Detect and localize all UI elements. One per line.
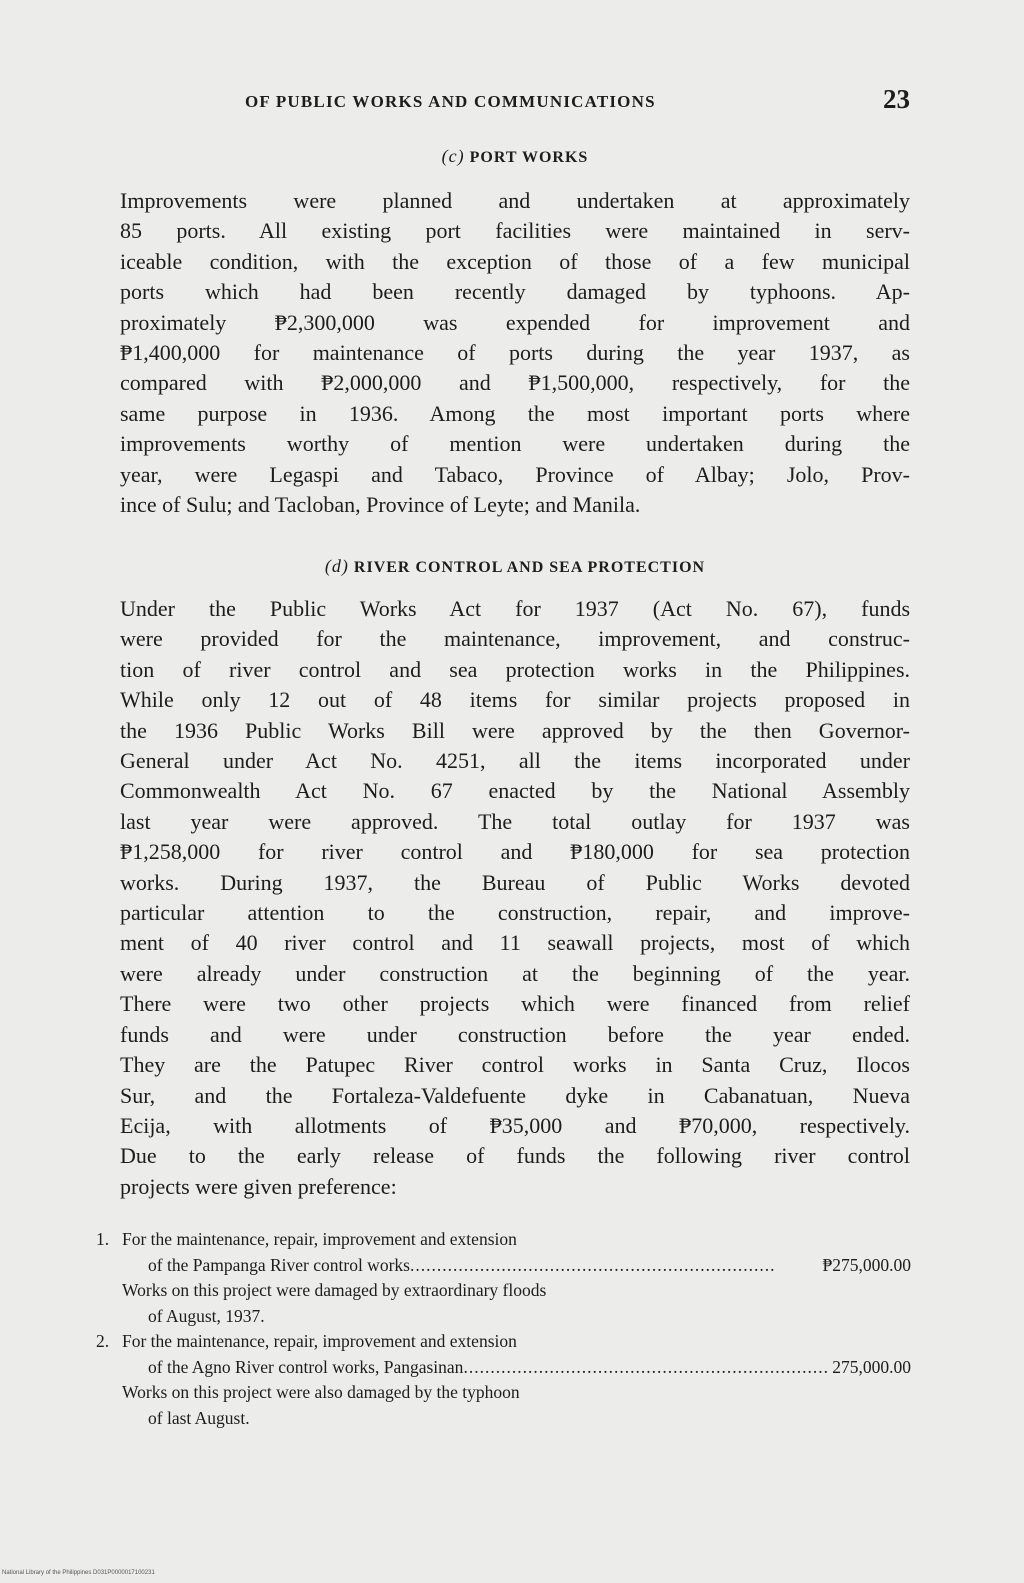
text-line: were provided for the maintenance, improvement, and construc-	[120, 626, 910, 652]
list-item	[96, 1227, 911, 1329]
text-line: Under the Public Works Act for 1937 (Act No. 67), funds	[120, 596, 910, 621]
text-line: same purpose in 1936. Among the most important ports where	[120, 400, 910, 426]
text-line: year, were Legaspi and Tabaco, Province of Albay; Jolo, Prov-	[120, 461, 910, 487]
project-list	[96, 1227, 911, 1431]
text-line: last year were approved. The total outlay for 1937 was	[120, 808, 910, 834]
text-line: projects were given preference:	[120, 1173, 397, 1199]
text-line: 85 ports. All existing port facilities were maintained in serv-	[120, 218, 910, 244]
item-number: 1.	[96, 1229, 110, 1249]
text-line: compared with ₱2,000,000 and ₱1,500,000, respectively, for the	[120, 370, 910, 396]
text-line: the 1936 Public Works Bill were approved by the then Governor-	[120, 717, 910, 743]
text-line: General under Act No. 4251, all the items incorporated under	[120, 748, 910, 774]
item-text: of the Pampanga River control works	[148, 1254, 410, 1275]
text-line: ince of Sulu; and Tacloban, Province of Leyte; and Manila.	[120, 492, 641, 518]
text-line: works. During 1937, the Bureau of Public Works devoted	[120, 869, 910, 895]
item-amount: ₱275,000.00	[822, 1254, 911, 1275]
item-text: For the maintenance, repair, improvement and extension	[122, 1331, 517, 1351]
page-number: 23	[883, 84, 910, 114]
text-line: They are the Patupec River control works in Santa Cruz, Ilocos	[120, 1052, 910, 1078]
section-letter: (d)	[324, 556, 349, 576]
running-head	[120, 84, 910, 118]
text-line: Sur, and the Fortaleza-Valdefuente dyke in Cabanatuan, Nueva	[120, 1082, 910, 1108]
text-line: tion of river control and sea protection works in the Philippines.	[120, 656, 910, 682]
text-line: were already under construction at the beginning of the year.	[120, 960, 910, 986]
leader-dots: ....................................................................	[409, 1254, 776, 1275]
paragraph-port-works	[120, 186, 910, 520]
scan-footer: National Library of the Philippines D031P0000017100231	[2, 1570, 155, 1576]
section-title: RIVER CONTROL AND SEA PROTECTION	[353, 559, 706, 576]
text-line: particular attention to the construction, repair, and improve-	[120, 900, 910, 926]
text-line: ₱1,258,000 for river control and ₱180,000 for sea protection	[120, 839, 910, 865]
item-number: 2.	[96, 1331, 110, 1351]
item-text: of the Agno River control works, Pangasinan	[148, 1356, 464, 1377]
text-line: ports which had been recently damaged by typhoons. Ap-	[120, 279, 910, 305]
section-title: PORT WORKS	[469, 149, 589, 166]
leader-dots: ....................................................................	[463, 1356, 829, 1377]
text-line: ment of 40 river control and 11 seawall projects, most of which	[120, 930, 910, 956]
item-line	[96, 1329, 911, 1355]
text-line: There were two other projects which were financed from relief	[120, 991, 910, 1017]
text-line: Improvements were planned and undertaken at approximately	[120, 188, 910, 213]
item-note: of last August.	[148, 1407, 250, 1428]
section-heading-river-control	[120, 556, 910, 577]
running-title: OF PUBLIC WORKS AND COMMUNICATIONS	[245, 92, 656, 111]
list-item	[96, 1329, 911, 1431]
item-note: of August, 1937.	[148, 1305, 265, 1326]
item-note: Works on this project were damaged by extraordinary floods	[122, 1280, 547, 1300]
text-line: Due to the early release of funds the following river control	[120, 1143, 910, 1169]
text-line: ₱1,400,000 for maintenance of ports during the year 1937, as	[120, 340, 910, 366]
text-line: proximately ₱2,300,000 was expended for improvement and	[120, 309, 910, 335]
item-text: For the maintenance, repair, improvement and extension	[122, 1229, 517, 1249]
paragraph-river-control	[120, 594, 910, 1202]
item-line	[96, 1227, 911, 1253]
text-line: While only 12 out of 48 items for similar projects proposed in	[120, 687, 910, 713]
text-line: Commonwealth Act No. 67 enacted by the National Assembly	[120, 778, 910, 804]
item-note: Works on this project were also damaged by the typhoon	[122, 1382, 520, 1402]
section-heading-port-works	[120, 146, 910, 167]
text-line: Ecija, with allotments of ₱35,000 and ₱70,000, respectively.	[120, 1112, 910, 1138]
item-line	[96, 1355, 911, 1381]
text-line: iceable condition, with the exception of those of a few municipal	[120, 248, 910, 274]
text-line: improvements worthy of mention were undertaken during the	[120, 431, 910, 457]
section-letter: (c)	[441, 146, 465, 166]
item-line	[96, 1253, 911, 1279]
item-amount: 275,000.00	[832, 1356, 911, 1377]
text-line: funds and were under construction before the year ended.	[120, 1021, 910, 1047]
